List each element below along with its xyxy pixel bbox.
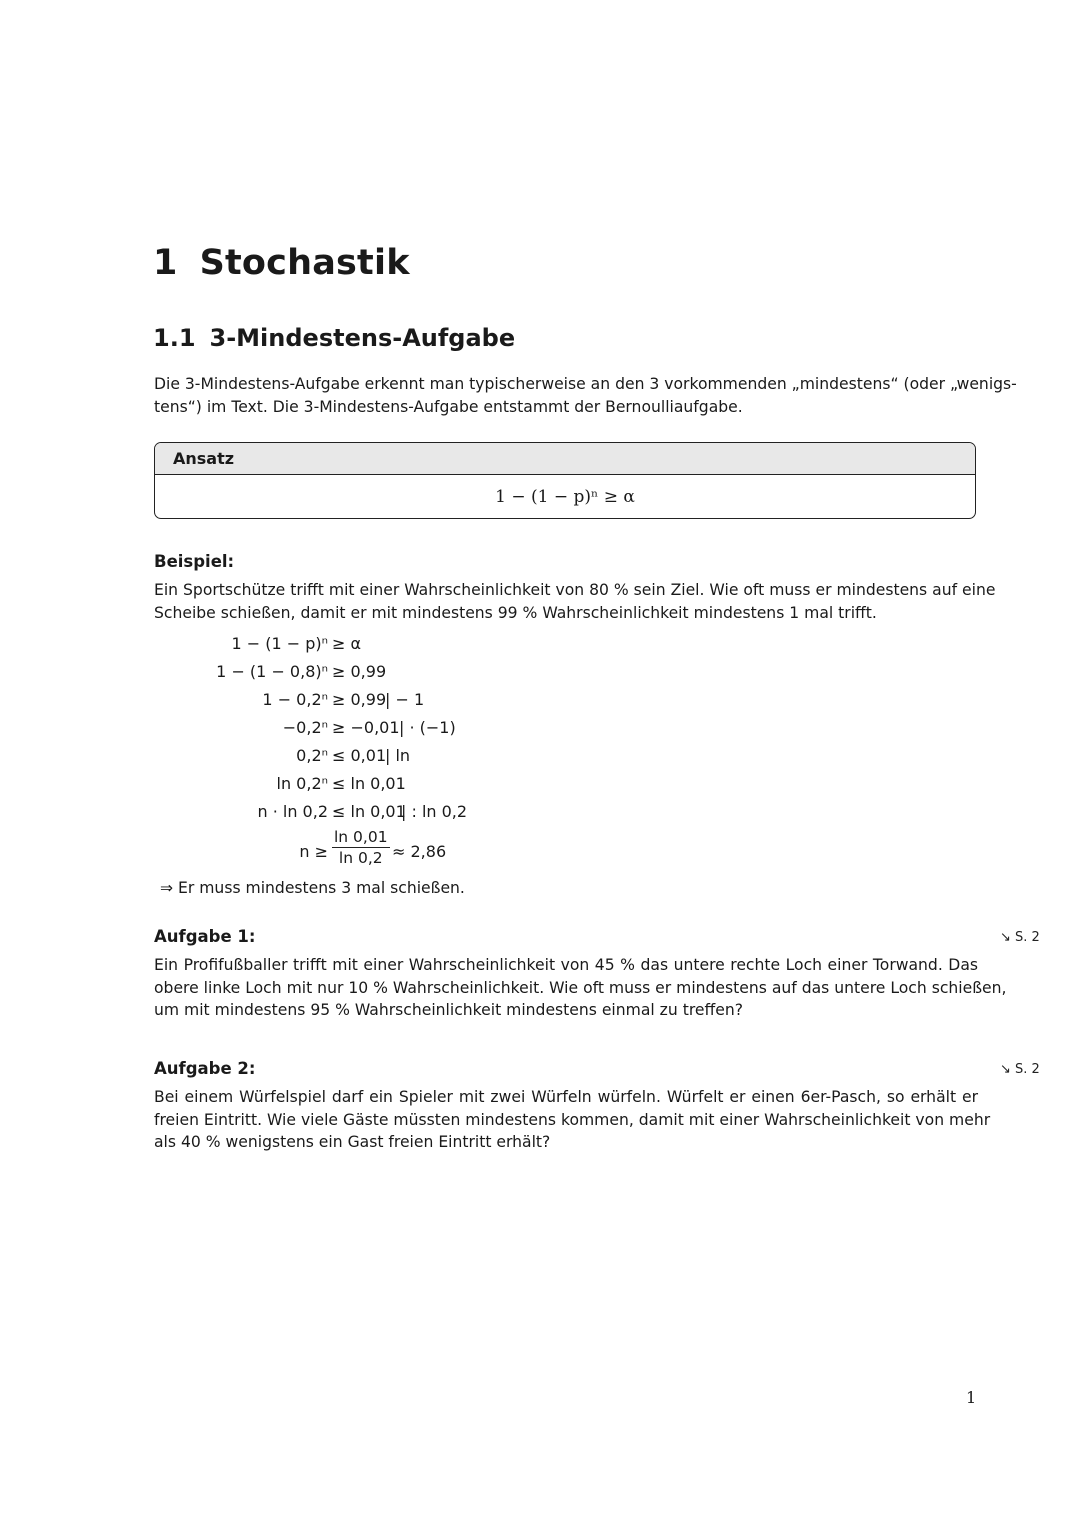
aufgabe-2-line-2: freien Eintritt. Wie viele Gäste müssten mindestens kommen, damit mit einer Wahrscheinlichkeit von mehr [154, 1110, 991, 1129]
beispiel-line-1: Ein Sportschütze trifft mit einer Wahrscheinlichkeit von 80 % sein Ziel. Wie oft muss er mindestens auf eine [154, 581, 996, 599]
aufgabe-2-line-3: als 40 % wenigstens ein Gast freien Eintritt erhält? [154, 1133, 551, 1151]
aufgabe-1-line-1: Ein Profifußballer trifft mit einer Wahrscheinlichkeit von 45 % das untere rechte Loch einer Torwand. Das [154, 956, 978, 974]
step-7-lhs: n · ln 0,2 [257, 802, 328, 821]
step-4-operation: | · (−1) [399, 718, 456, 737]
intro-line-2: tens“) im Text. Die 3-Mindestens-Aufgabe entstammt der Bernoulliaufgabe. [154, 397, 743, 416]
step-5-rel: ≤ 0,01 [332, 746, 387, 765]
aufgabe-1-page-reference[interactable]: ↘ S. 2 [1000, 930, 1040, 945]
aufgabe-2-line-1: Bei einem Würfelspiel darf ein Spieler mit zwei Würfeln würfeln. Würfelt er einen 6er-Pasch, so erhält er [154, 1088, 978, 1106]
step-3-rel: ≥ 0,99 [332, 690, 387, 709]
aufgabe-1-line-3: um mit mindestens 95 % Wahrscheinlichkeit mindestens einmal zu treffen? [154, 1001, 743, 1019]
ansatz-box [154, 442, 976, 519]
step-7-operation: | : ln 0,2 [401, 802, 468, 821]
chapter-number: 1 [153, 243, 178, 283]
step-1-rel: ≥ α [332, 634, 362, 653]
step-5-operation: | ln [385, 746, 411, 765]
section-number: 1.1 [153, 324, 196, 352]
aufgabe-1-paragraph [154, 954, 1007, 1022]
section-title-text: 3-Mindestens-Aufgabe [209, 324, 516, 352]
chapter-title-text: Stochastik [199, 243, 410, 283]
conclusion: ⇒ Er muss mindestens 3 mal schießen. [160, 879, 465, 897]
beispiel-paragraph [154, 579, 996, 624]
beispiel-heading: Beispiel: [154, 552, 235, 571]
aufgabe-1-line-2: obere linke Loch mit nur 10 % Wahrscheinlichkeit. Wie oft muss er mindestens auf das untere Loch schießen, [154, 978, 1007, 997]
step-1-lhs: 1 − (1 − p)ⁿ [231, 634, 328, 653]
section-title [153, 324, 515, 352]
step-7-rel: ≤ ln 0,01 [332, 802, 406, 821]
final-lhs: n ≥ [299, 842, 328, 861]
step-5-lhs: 0,2ⁿ [296, 746, 328, 765]
final-fraction [332, 828, 390, 867]
step-6-rel: ≤ ln 0,01 [332, 774, 406, 793]
step-3-operation: | − 1 [385, 690, 425, 709]
chapter-title [153, 243, 410, 283]
step-6-lhs: ln 0,2ⁿ [276, 774, 328, 793]
beispiel-line-2: Scheibe schießen, damit er mit mindestens 99 % Wahrscheinlichkeit mindestens 1 mal trifft. [154, 603, 877, 622]
fraction [332, 828, 390, 867]
ansatz-formula: 1 − (1 − p)ⁿ ≥ α [495, 487, 635, 507]
step-2-lhs: 1 − (1 − 0,8)ⁿ [216, 662, 328, 681]
step-2-rel: ≥ 0,99 [332, 662, 387, 681]
step-3-lhs: 1 − 0,2ⁿ [262, 690, 328, 709]
fraction-numerator: ln 0,01 [334, 828, 388, 846]
aufgabe-2-paragraph [154, 1086, 991, 1154]
fraction-denominator: ln 0,2 [338, 849, 383, 867]
step-4-lhs: −0,2ⁿ [282, 718, 328, 737]
aufgabe-2-heading: Aufgabe 2: [154, 1059, 256, 1078]
final-approx: ≈ 2,86 [392, 842, 447, 861]
ansatz-label: Ansatz [155, 443, 975, 475]
step-4-rel: ≥ −0,01 [332, 718, 400, 737]
page-number: 1 [966, 1388, 977, 1407]
intro-line-1: Die 3-Mindestens-Aufgabe erkennt man typischerweise an den 3 vorkommenden „mindestens“ (oder „wenigs- [154, 375, 1017, 393]
aufgabe-2-page-reference[interactable]: ↘ S. 2 [1000, 1062, 1040, 1077]
aufgabe-1-heading: Aufgabe 1: [154, 927, 256, 946]
intro-paragraph [154, 373, 1017, 418]
